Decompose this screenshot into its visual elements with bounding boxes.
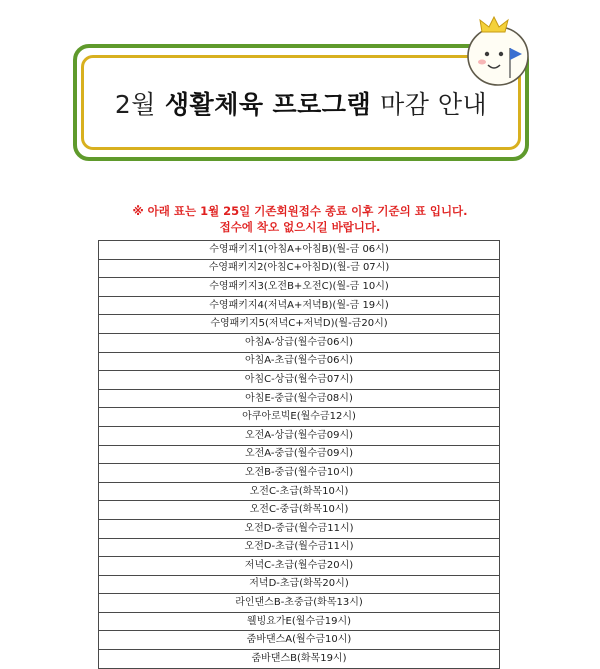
program-cell: 웰빙요가E(월수금19시) (99, 612, 500, 631)
program-cell: 줌바댄스A(월수금10시) (99, 631, 500, 650)
table-row (99, 650, 500, 669)
banner-title-bold: 생활체육 (164, 89, 264, 119)
program-cell: 아침E-중급(월수금08시) (99, 389, 500, 408)
program-cell: 아침A-초급(월수금06시) (99, 352, 500, 371)
banner-rest: 마감 안내 (380, 89, 488, 119)
program-cell: 오전D-초급(월수금11시) (99, 538, 500, 557)
program-cell: 오전B-중급(월수금10시) (99, 464, 500, 483)
banner-month: 2월 (114, 89, 156, 119)
table-row (99, 389, 500, 408)
program-cell: 수영패키지2(아침C+아침D)(월-금 07시) (99, 259, 500, 278)
program-cell: 수영패키지4(저녁A+저녁B)(월-금 19시) (99, 296, 500, 315)
program-cell: 수영패키지3(오전B+오전C)(월-금 10시) (99, 278, 500, 297)
table-row (99, 594, 500, 613)
program-rows (99, 241, 500, 669)
closed-programs-table (98, 240, 500, 669)
table-row (99, 296, 500, 315)
table-row (99, 445, 500, 464)
table-row (99, 259, 500, 278)
table-row (99, 333, 500, 352)
table-row (99, 557, 500, 576)
table-row (99, 519, 500, 538)
program-cell: 저녁D-초급(화목20시) (99, 575, 500, 594)
notice-line-2: 접수에 착오 없으시길 바랍니다. (219, 220, 381, 234)
program-cell: 오전A-상급(월수금09시) (99, 426, 500, 445)
notice-text (0, 203, 600, 235)
table-row (99, 241, 500, 260)
table-row (99, 482, 500, 501)
table-row (99, 501, 500, 520)
notice-line-1: ※ 아래 표는 1월 25일 기존회원접수 종료 이후 기준의 표 입니다. (132, 204, 468, 218)
table-row (99, 538, 500, 557)
program-cell: 라인댄스B-초중급(화목13시) (99, 594, 500, 613)
mascot-icon (458, 10, 532, 90)
table-row (99, 612, 500, 631)
program-cell: 저녁C-초급(월수금20시) (99, 557, 500, 576)
table-row (99, 278, 500, 297)
table-row (99, 575, 500, 594)
table-row (99, 631, 500, 650)
program-cell: 줌바댄스B(화목19시) (99, 650, 500, 669)
table-row (99, 315, 500, 334)
program-cell: 수영패키지5(저녁C+저녁D)(월-금20시) (99, 315, 500, 334)
program-cell: 오전A-중급(월수금09시) (99, 445, 500, 464)
table-row (99, 426, 500, 445)
program-cell: 오전C-초급(화목10시) (99, 482, 500, 501)
banner-title (81, 55, 521, 150)
program-cell: 아침C-상급(월수금07시) (99, 371, 500, 390)
program-cell: 오전C-중급(화목10시) (99, 501, 500, 520)
program-cell: 아쿠아로빅E(월수금12시) (99, 408, 500, 427)
table-row (99, 352, 500, 371)
program-cell: 오전D-중급(월수금11시) (99, 519, 500, 538)
banner-program: 프로그램 (272, 89, 372, 119)
table-row (99, 371, 500, 390)
table-row (99, 464, 500, 483)
table-row (99, 408, 500, 427)
program-cell: 수영패키지1(아침A+아침B)(월-금 06시) (99, 241, 500, 260)
program-cell: 아침A-상급(월수금06시) (99, 333, 500, 352)
